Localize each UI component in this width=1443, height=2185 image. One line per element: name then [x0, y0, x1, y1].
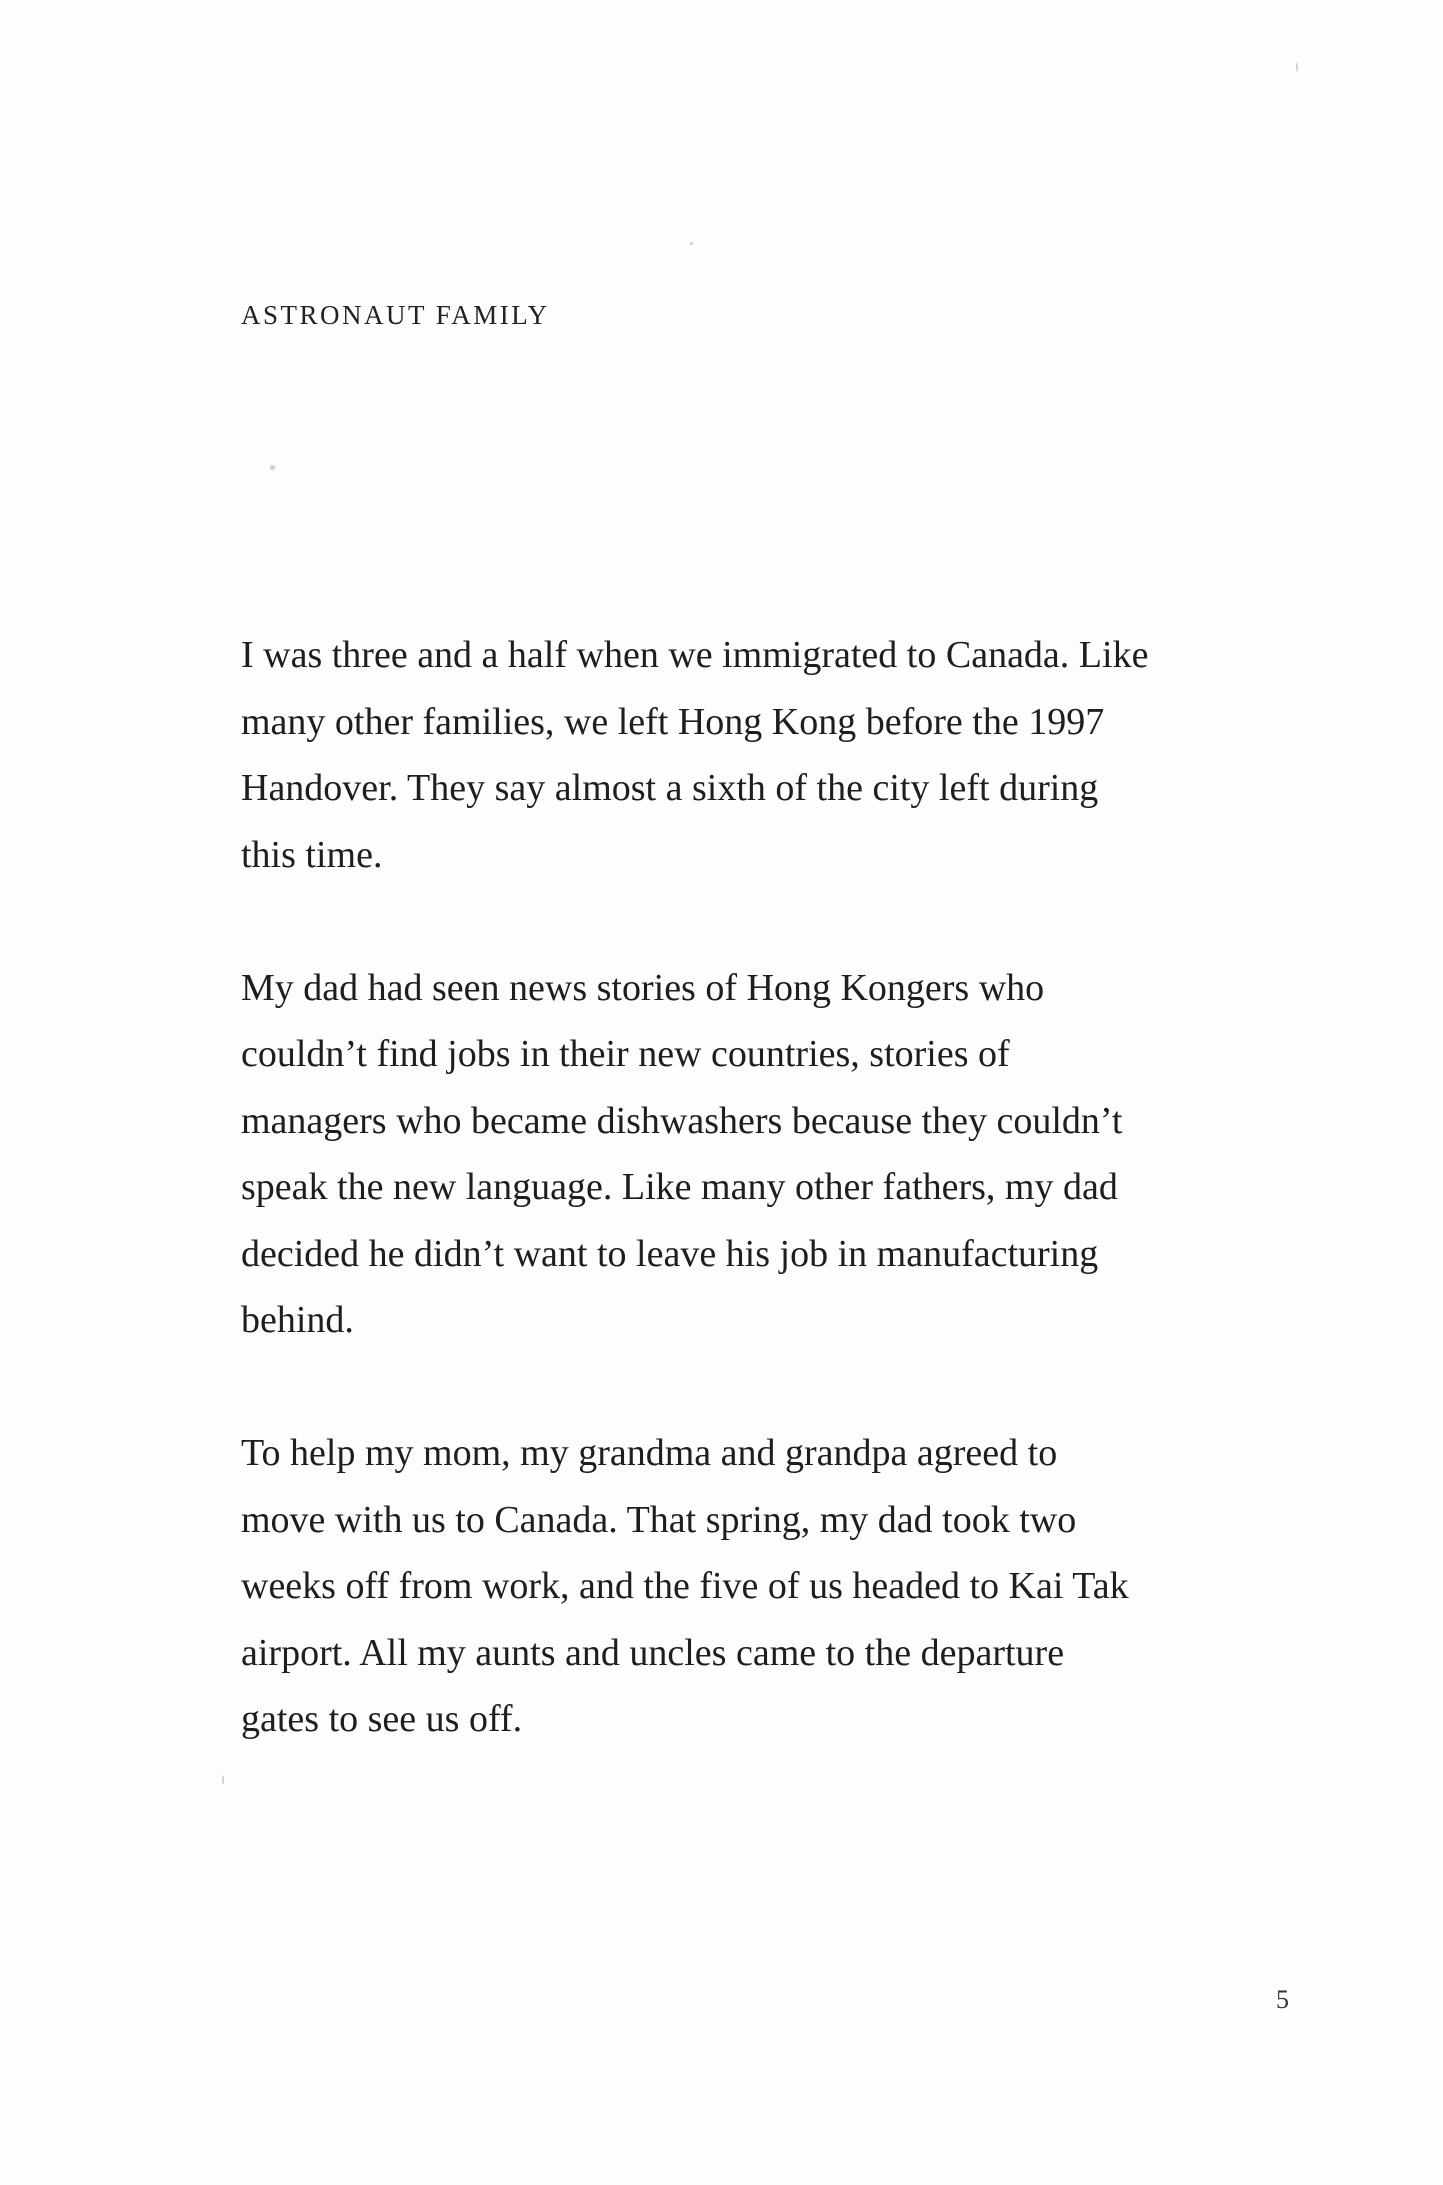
text-line: I was three and a half when we immigrated to Canada. Like [241, 634, 1149, 676]
scan-speck [690, 242, 693, 245]
running-head: ASTRONAUT FAMILY [241, 300, 550, 330]
text-line: couldn’t find jobs in their new countries, stories of [241, 1033, 1010, 1075]
text-line: move with us to Canada. That spring, my dad took two [241, 1498, 1077, 1541]
text-line: behind. [241, 1299, 354, 1341]
text-line: Handover. They say almost a sixth of the city left during [241, 767, 1099, 809]
text-line: airport. All my aunts and uncles came to the departure [241, 1631, 1065, 1674]
scan-speck [222, 1775, 224, 1785]
paragraph-2 [241, 955, 1321, 1354]
text-line: speak the new language. Like many other fathers, my dad [241, 1166, 1118, 1208]
paragraph-3 [241, 1420, 1321, 1753]
scan-speck [270, 465, 275, 470]
text-line: To help my mom, my grandma and grandpa agreed to [241, 1432, 1058, 1474]
paragraph-1 [241, 622, 1321, 888]
text-line: this time. [241, 833, 383, 876]
text-line: managers who became dishwashers because they couldn’t [241, 1099, 1123, 1142]
scan-speck [1296, 62, 1298, 72]
body-text [241, 622, 1321, 1819]
page-number: 5 [1276, 1985, 1289, 2014]
text-line: many other families, we left Hong Kong before the 1997 [241, 700, 1105, 743]
text-line: gates to see us off. [241, 1698, 523, 1740]
text-line: My dad had seen news stories of Hong Kongers who [241, 966, 1045, 1009]
text-line: decided he didn’t want to leave his job in manufacturing [241, 1232, 1099, 1275]
text-line: weeks off from work, and the five of us headed to Kai Tak [241, 1565, 1129, 1607]
